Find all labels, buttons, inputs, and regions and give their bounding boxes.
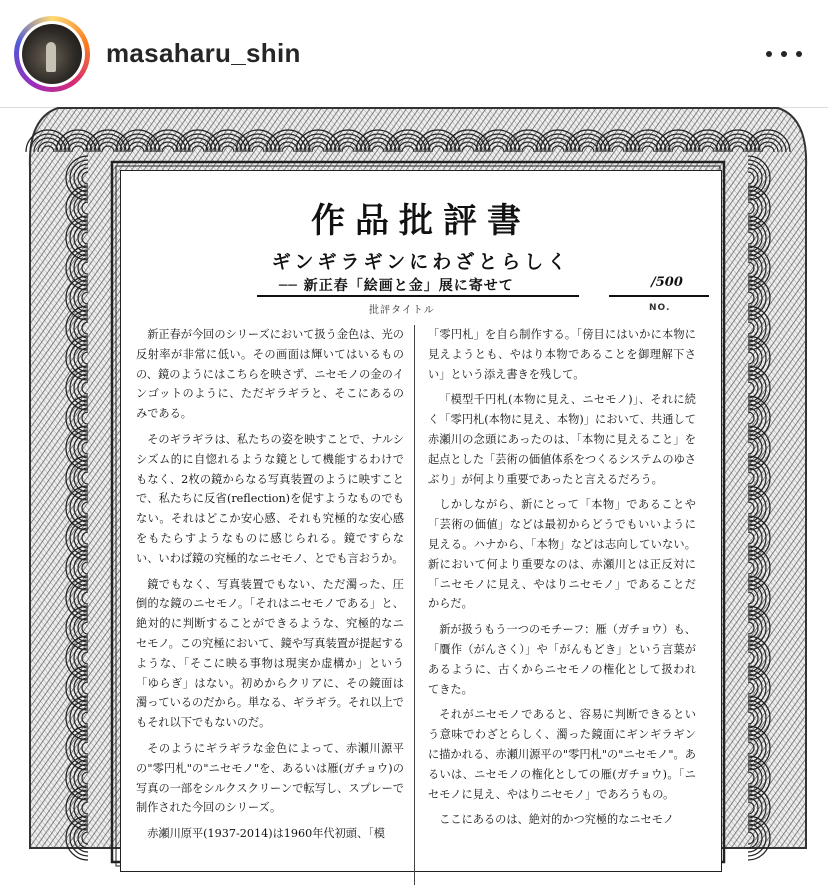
paragraph: 赤瀬川原平(1937-2014)は1960年代初頭、「模	[147, 827, 385, 841]
paragraph: そのギラギラは、私たちの姿を映すことで、ナルシシズム的に自惚れるような鏡として機能するわけでもなく、2枚の鏡からなる写真装置のように映すことで、私たちに反省(reflection)を促すようなものでもない。それはどこか安心感、それも究極的な安心感をもたらすようなものに感じられる。鏡ですらない、いわば鏡の究極的なニセモノ、とでも言おうか。	[136, 432, 404, 565]
paragraph: そのようにギラギラな金色によって、赤瀬川源平の"零円札"の"ニセモノ"を、あるいは雁(ガチョウ)の写真の一部をシルクスクリーンで転写し、スプレーで制作された今回のシリーズ。	[136, 741, 404, 815]
username-link[interactable]: masaharu_shin	[106, 38, 301, 68]
paragraph: 「模型千円札(本物に見え、ニセモノ)」、それに続く「零円札(本物に見え、本物)」において、共通して赤瀬川の念頭にあったのは、「本物に見えること」を起点とした「芸術の価値体系をつくるシステムのゆさぶり」が何より重要であったと言えるだろう。	[428, 393, 696, 486]
paragraph: しかしながら、新にとって「本物」であることや「芸術の価値」などは最初からどうでもいいように見える。ハナから、「本物」などは志向していない。新において何より重要なのは、赤瀬川とは正反対に「ニセモノに見え、やはりニセモノ」であることだからだ。	[428, 498, 696, 611]
dot	[766, 51, 772, 57]
review-title: ギンギラギンにわざとらしく	[271, 251, 571, 273]
paragraph: 新正春が今回のシリーズにおいて扱う金色は、光の反射率が非常に低い。その画面は輝いてはいるものの、鏡のようにはこちらを映さず、ニセモノの金のインゴットのように、ただギラギラと、そこにあるのみである。	[136, 328, 404, 421]
title-underline	[257, 295, 579, 297]
dot	[796, 51, 802, 57]
post-header	[0, 0, 828, 108]
right-text-column	[428, 325, 696, 836]
avatar[interactable]	[19, 21, 85, 87]
price-value: /500	[651, 275, 683, 290]
review-title-label: 批評タイトル	[369, 305, 435, 316]
more-horizontal-icon[interactable]	[766, 44, 802, 64]
paragraph: それがニセモノであると、容易に判断できるという意味でわざとらしく、濁った鏡面にギンギラギンに描かれる、赤瀬川源平の"零円札"の"ニセモノ"。あるいは、ニセモノの権化としての雁(ガチョウ)。「ニセモノに見え、やはりニセモノ」であろうもの。	[428, 708, 696, 801]
dot	[781, 51, 787, 57]
certificate-heading: 作品批評書	[311, 201, 531, 241]
column-divider	[414, 325, 415, 885]
paragraph: 鏡でもなく、写真装置でもない、ただ濁った、圧倒的な鏡のニセモノ。「それはニセモノである」と、絶対的に判断することができるような、究極的なニセモノ。この究極において、鏡や写真装置が提起するような、「そこに映る事物は現実か虚構か」という「ゆらぎ」はない。初めからクリアに、その鏡面は濁っているのだから。単なる、ギラギラ。それ以上でもそれ以下でもないのだ。	[136, 577, 404, 730]
paragraph: ここにあるのは、絶対的かつ究極的なニセモノ	[439, 813, 675, 827]
paragraph: 「零円札」を自ら制作する。「傍目にはいかに本物に見えようとも、やはり本物であることを御理解下さい」という添え書きを残して。	[428, 328, 696, 381]
number-label: NO.	[649, 303, 671, 313]
profile-photo	[22, 24, 82, 84]
paragraph: 新が扱うもう一つのモチーフ：雁（ガチョウ）も、「贋作（がんさく）」や「がんもどき」という言葉があるように、古くからニセモノの権化として扱われてきた。	[428, 623, 696, 696]
person-figure	[46, 42, 56, 72]
price-underline	[609, 295, 709, 297]
certificate-panel	[120, 170, 722, 872]
left-text-column	[136, 325, 404, 850]
story-ring[interactable]	[14, 16, 90, 92]
post-image[interactable]	[0, 108, 828, 841]
review-subtitle: ── 新正春「絵画と金」展に寄せて	[279, 278, 514, 294]
